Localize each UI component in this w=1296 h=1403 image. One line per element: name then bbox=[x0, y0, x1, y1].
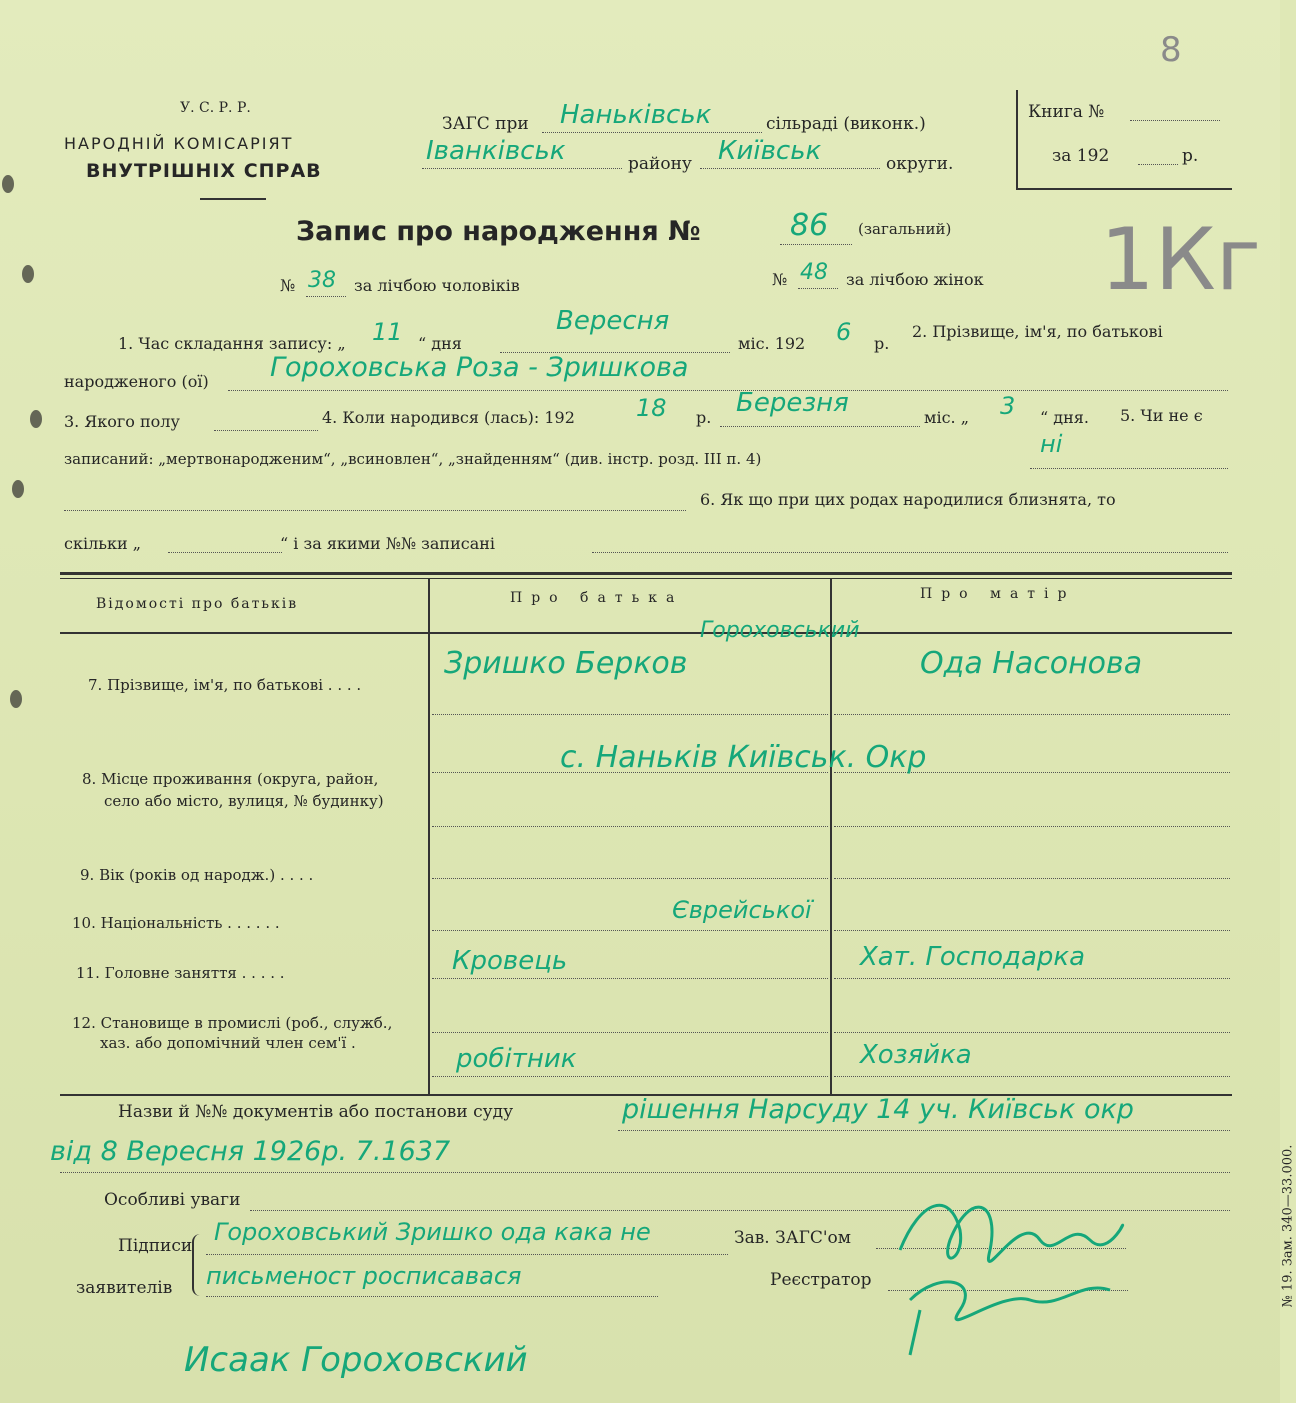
signature-value-2: письменост росписавася bbox=[206, 1262, 522, 1290]
table-row-11-label: 11. Головне заняття . . . . . bbox=[76, 964, 285, 982]
row10-nationality: Єврейської bbox=[672, 896, 812, 924]
f1-label: 1. Час складання запису: „ bbox=[118, 334, 346, 353]
row12-father: робітник bbox=[456, 1044, 577, 1074]
head-label: Зав. ЗАГС'ом bbox=[734, 1228, 851, 1248]
punch-hole bbox=[10, 690, 22, 708]
signatures-label-2: заявителів bbox=[76, 1278, 173, 1298]
men-label: за лічбою чоловіків bbox=[354, 276, 520, 295]
book-number-line bbox=[1130, 120, 1220, 121]
row7-above: Гороховський bbox=[700, 618, 860, 643]
okruha-label: округи. bbox=[886, 154, 954, 174]
pencil-mark: 1Кг bbox=[1100, 210, 1261, 310]
men-count-line bbox=[306, 296, 346, 297]
row12-father-line-1 bbox=[432, 1032, 828, 1033]
women-count-line bbox=[798, 288, 838, 289]
table-header-info: Відомості про батьків bbox=[96, 596, 299, 612]
f3-line bbox=[214, 430, 318, 431]
row11-father-line bbox=[432, 978, 828, 979]
signature-line-2 bbox=[206, 1296, 658, 1297]
row12-mother: Хозяйка bbox=[860, 1040, 972, 1070]
f4-month-line bbox=[720, 426, 920, 427]
punch-hole bbox=[22, 265, 34, 283]
registrar-label: Реєстратор bbox=[770, 1270, 872, 1290]
women-count: 48 bbox=[800, 260, 828, 285]
f4-label: 4. Коли народився (лась): 192 bbox=[322, 408, 575, 427]
f4-day-suffix: “ дня. bbox=[1040, 408, 1089, 427]
okruha-value: Київськ bbox=[718, 136, 822, 166]
table-row-7-label: 7. Прізвище, ім'я, по батькові . . . . bbox=[88, 676, 362, 694]
docs-value-2: від 8 Вересня 1926р. 7.1637 bbox=[50, 1136, 451, 1167]
punch-hole bbox=[30, 410, 42, 428]
f2-label: 2. Прізвище, ім'я, по батькові bbox=[912, 322, 1163, 341]
book-year-line bbox=[1138, 164, 1178, 165]
f1-month: Вересня bbox=[556, 306, 670, 336]
side-print: № 19. Зам. 340—33.000. bbox=[1280, 1144, 1296, 1308]
women-label: за лічбою жінок bbox=[846, 270, 984, 289]
row10-father-line bbox=[432, 930, 828, 931]
signature-value-1: Гороховський Зришко ода кака не bbox=[214, 1218, 651, 1246]
f4-month-suffix: міс. „ bbox=[924, 408, 969, 427]
f2-name-line bbox=[228, 390, 1228, 391]
commissariat-line2: ВНУТРІШНІХ СПРАВ bbox=[86, 160, 322, 182]
f5-answer-line bbox=[1030, 468, 1228, 469]
record-title: Запис про народження № bbox=[296, 216, 701, 247]
f1-year: 6 bbox=[836, 318, 852, 346]
docs-line-1 bbox=[618, 1130, 1230, 1131]
table-col-divider-1 bbox=[428, 578, 430, 1096]
ussr-label: У. С. Р. Р. bbox=[180, 100, 251, 116]
record-suffix: (загальний) bbox=[858, 220, 952, 238]
table-top-rule-2 bbox=[60, 578, 1232, 579]
row11-mother-line bbox=[834, 978, 1230, 979]
men-prefix: № bbox=[280, 276, 296, 295]
men-count: 38 bbox=[308, 268, 336, 293]
extra-signature: Исаак Гороховский bbox=[184, 1340, 528, 1380]
book-year-label: за 192 bbox=[1052, 146, 1110, 166]
f1-day-suffix: “ дня bbox=[418, 334, 462, 353]
raion-value: Іванківськ bbox=[426, 136, 566, 166]
zags-village-value: Наньківськ bbox=[560, 100, 712, 130]
table-row-12-label-2: хаз. або допомічний член сем'ї . bbox=[100, 1034, 356, 1052]
row7-father: Зришко Берков bbox=[444, 646, 688, 681]
zags-post: сільраді (виконк.) bbox=[766, 114, 926, 134]
signature-line-1 bbox=[206, 1254, 728, 1255]
row8-address: с. Наньків Київськ. Окр bbox=[560, 740, 927, 775]
signatures-brace bbox=[192, 1234, 204, 1296]
table-row-10-label: 10. Національність . . . . . . bbox=[72, 914, 280, 932]
row11-mother: Хат. Господарка bbox=[860, 942, 1086, 972]
f2-label-cont: народженого (ої) bbox=[64, 372, 209, 391]
f4-year: 18 bbox=[636, 394, 667, 422]
f4-year-suffix: р. bbox=[696, 408, 712, 427]
row12-mother-line-1 bbox=[834, 1032, 1230, 1033]
f3-label: 3. Якого полу bbox=[64, 412, 180, 431]
record-number-line bbox=[780, 244, 852, 245]
punch-hole bbox=[12, 480, 24, 498]
docs-value-1: рішення Нарсуду 14 уч. Київськ окр bbox=[622, 1094, 1134, 1125]
row10-mother-line bbox=[834, 930, 1230, 931]
row9-mother-line bbox=[834, 878, 1230, 879]
row9-father-line bbox=[432, 878, 828, 879]
f1-month-suffix: міс. 192 bbox=[738, 334, 806, 353]
docs-line-2 bbox=[60, 1172, 1230, 1173]
f1-day: 11 bbox=[372, 318, 403, 346]
header-underline bbox=[200, 198, 266, 200]
table-row-9-label: 9. Вік (років од народж.) . . . . bbox=[80, 866, 314, 884]
table-top-rule bbox=[60, 572, 1232, 575]
remarks-label: Особливі уваги bbox=[104, 1190, 241, 1210]
signatures-label-1: Підписи bbox=[118, 1236, 193, 1256]
book-year-suffix: р. bbox=[1182, 146, 1199, 166]
zags-pre: ЗАГС при bbox=[442, 114, 529, 134]
table-row-8-label-2: село або місто, вулиця, № будинку) bbox=[104, 792, 384, 810]
table-col-divider-2 bbox=[830, 578, 832, 1096]
f2-name: Гороховська Роза - Зришкова bbox=[270, 352, 689, 383]
f6-cont-a: скільки „ bbox=[64, 534, 141, 553]
official-signature bbox=[880, 1190, 1140, 1370]
row12-father-line-2 bbox=[432, 1076, 828, 1077]
commissariat-line1: НАРОДНІЙ КОМІСАРІЯТ bbox=[64, 134, 294, 153]
f6-line-a bbox=[64, 510, 686, 511]
women-prefix: № bbox=[772, 270, 788, 289]
row7-mother: Ода Насонова bbox=[920, 646, 1143, 681]
f5-answer: ні bbox=[1040, 430, 1063, 458]
row11-father: Кровець bbox=[452, 946, 568, 976]
docs-label: Назви й №№ документів або постанови суду bbox=[118, 1102, 514, 1122]
zags-village-line bbox=[542, 132, 762, 133]
f4-day: 3 bbox=[1000, 392, 1016, 420]
table-header-father: Про батька bbox=[510, 590, 684, 606]
f4-month: Березня bbox=[736, 388, 849, 418]
table-row-12-label-1: 12. Становище в промислі (роб., служб., bbox=[72, 1014, 393, 1032]
row7-father-line bbox=[432, 714, 828, 715]
raion-line bbox=[422, 168, 622, 169]
f6-label: 6. Як що при цих родах народилися близнята, то bbox=[700, 490, 1116, 509]
okruha-line bbox=[700, 168, 880, 169]
row7-mother-line bbox=[834, 714, 1230, 715]
f6-numbers-line bbox=[592, 552, 1228, 553]
table-header-mother: Про матір bbox=[920, 586, 1076, 602]
f6-count-line bbox=[168, 552, 282, 553]
page-number: 8 bbox=[1160, 30, 1182, 70]
table-header-rule bbox=[60, 632, 1232, 634]
row8-father-line-2 bbox=[432, 826, 828, 827]
f1-year-suffix: р. bbox=[874, 334, 890, 353]
row12-mother-line-2 bbox=[834, 1076, 1230, 1077]
f5-label-cont: записаний: „мертвонародженим“, „всиновлен“, „знайденням“ (див. інстр. розд. III п. 4) bbox=[64, 450, 762, 468]
row8-mother-line-2 bbox=[834, 826, 1230, 827]
raion-label: району bbox=[628, 154, 692, 174]
f5-label: 5. Чи не є bbox=[1120, 406, 1203, 425]
book-label: Книга № bbox=[1028, 102, 1105, 122]
f6-cont-b: “ і за якими №№ записані bbox=[280, 534, 496, 553]
record-number: 86 bbox=[790, 208, 829, 243]
table-row-8-label-1: 8. Місце проживання (округа, район, bbox=[82, 770, 379, 788]
punch-hole bbox=[2, 175, 14, 193]
